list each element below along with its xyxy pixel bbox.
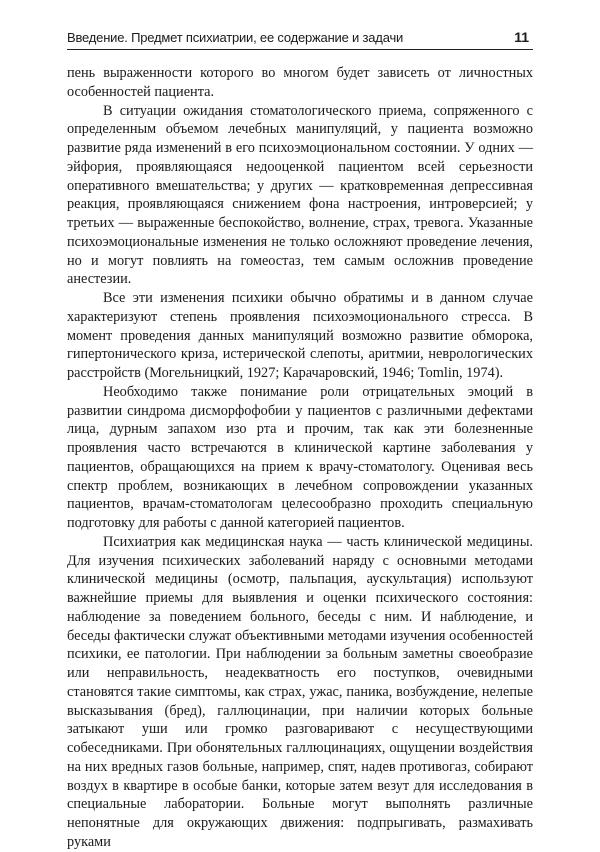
running-header-title: Введение. Предмет психиатрии, ее содержание и задачи [67, 30, 404, 45]
page-body [67, 64, 533, 852]
paragraph-stress-reversibility: Все эти изменения психики обычно обратимы и в данном случае характеризуют степень проявления психоэмоционального стресса. В момент проведения данных манипуляций возможно развитие обморока, гипертонического криза, истерической слепоты, аритмии, неврологических расстройств (Могельницкий, 1927; Карачаровский, 1946; Tomlin, 1974). [67, 290, 533, 381]
paragraph-dental-anxiety: В ситуации ожидания стоматологического приема, сопряженного с определенным объемом лечебных манипуляций, у пациента возможно развитие ряда изменений в его психоэмоциональном состоянии. У одних — эйфория, проявляющаяся недооценкой пациентом всей серьезности оперативного вмешательства; у других — кратковременная депрессивная реакция, проявляющаяся снижением фона настроения, интроверсией; у третьих — выраженные беспокойство, волнение, страх, тревога. Указанные психоэмоциональные изменения не только осложняют проведение лечения, но и могут повлиять на гомеостаз, тем самым осложнив проведение анестезии. [67, 102, 533, 288]
paragraph-psychiatry-methods: Психиатрия как медицинская наука — часть клинической медицины. Для изучения психических заболеваний наряду с основными методами клинической медицины (осмотр, пальпация, аускультация) используют важнейшие приемы для выявления и оценки психического состояния: наблюдение за поведением больного, беседы с ним. И наблюдение, и беседы фактически служат объективными методами изучения особенностей психики, ее патологии. При наблюдении за больным заметны своеобразие или неправильность, неадекватность его поступков, очевидными становятся такие симптомы, как страх, ужас, паника, возбуждение, нелепые высказывания (бред), галлюцинации, при наличии которых больные затыкают уши или громко разговаривают с несуществующими собеседниками. При обонятельных галлюцинациях, ощущении воздействия на них вредных газов больные, например, спят, надев противогаз, собирают воздух в квартире в особые банки, которые затем везут для исследования в специальные лаборатории. Больные могут выполнять различные непонятные для окружающих движения: подпрыгивать, размахивать руками [67, 533, 533, 850]
running-header [67, 29, 533, 50]
paragraph-dysmorphophobia: Необходимо также понимание роли отрицательных эмоций в развитии синдрома дисморфофобии у пациентов с различными дефектами лица, дурным запахом изо рта и прочим, так как эти болезненные проявления часто встречаются в клинической картине заболевания у пациентов, обращающихся на прием к врачу-стоматологу. Оценивая весь спектр проблем, возникающих в лечебном сопровождении указанных пациентов, врачам-стоматологам целесообразно проходить специальную подготовку для работы с данной категорией пациентов. [67, 383, 533, 531]
paragraph-continuation: пень выраженности которого во многом будет зависеть от личностных особенностей пациента. [67, 65, 533, 100]
page-number: 11 [514, 29, 529, 45]
